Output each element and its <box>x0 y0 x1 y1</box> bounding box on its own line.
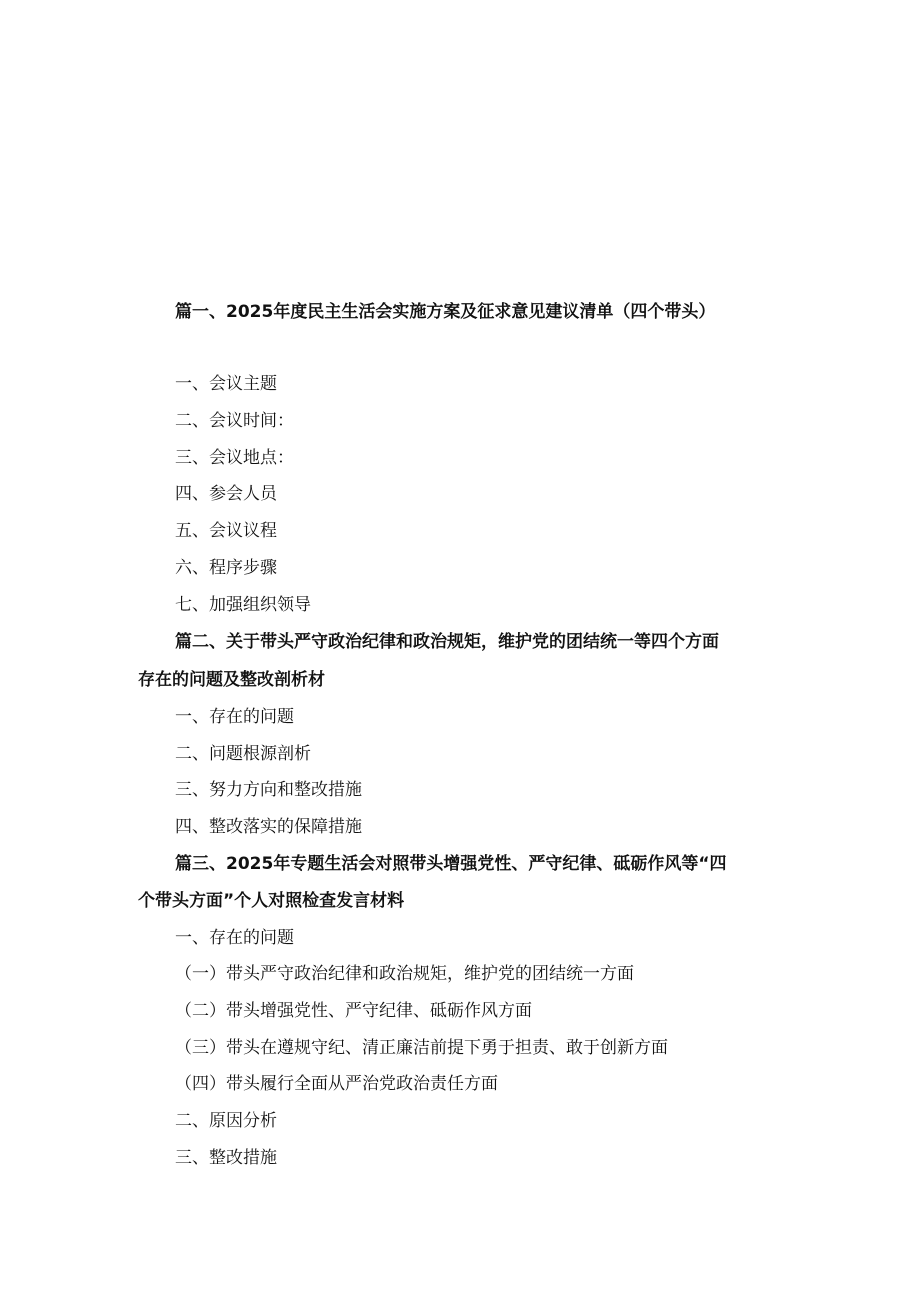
part3-item-problems: 一、存在的问题 <box>175 928 294 948</box>
part2-item-problems: 一、存在的问题 <box>175 707 294 727</box>
part1-item-topic: 一、会议主题 <box>175 374 277 394</box>
part3-item-causes: 二、原因分析 <box>175 1111 277 1131</box>
part1-item-agenda: 五、会议议程 <box>175 521 277 541</box>
part1-item-attendees: 四、参会人员 <box>175 484 277 504</box>
part3-item-measures: 三、整改措施 <box>175 1148 277 1168</box>
document-title: 篇一、2025年度民主生活会实施方案及征求意见建议清单（四个带头） <box>175 302 716 322</box>
part3-subitem-2: （二）带头增强党性、严守纪律、砥砺作风方面 <box>175 1001 532 1021</box>
part2-item-root-causes: 二、问题根源剖析 <box>175 744 311 764</box>
part2-heading: 篇二、关于带头严守政治纪律和政治规矩，维护党的团结统一等四个方面 <box>175 632 719 652</box>
part2-item-measures: 三、努力方向和整改措施 <box>175 780 362 800</box>
part2-item-safeguards: 四、整改落实的保障措施 <box>175 817 362 837</box>
part3-heading: 篇三、2025年专题生活会对照带头增强党性、严守纪律、砥砺作风等“四 <box>175 854 727 874</box>
part1-item-location: 三、会议地点： <box>175 448 294 468</box>
part1-item-time: 二、会议时间： <box>175 411 294 431</box>
part1-item-steps: 六、程序步骤 <box>175 558 277 578</box>
part1-item-leadership: 七、加强组织领导 <box>175 595 311 615</box>
part3-subitem-4: （四）带头履行全面从严治党政治责任方面 <box>175 1074 498 1094</box>
part3-subitem-3: （三）带头在遵规守纪、清正廉洁前提下勇于担责、敢于创新方面 <box>175 1038 668 1058</box>
part3-heading-continued: 个带头方面”个人对照检查发言材料 <box>138 891 405 911</box>
part2-heading-continued: 存在的问题及整改剖析材 <box>138 670 325 690</box>
part3-subitem-1: （一）带头严守政治纪律和政治规矩，维护党的团结统一方面 <box>175 964 634 984</box>
